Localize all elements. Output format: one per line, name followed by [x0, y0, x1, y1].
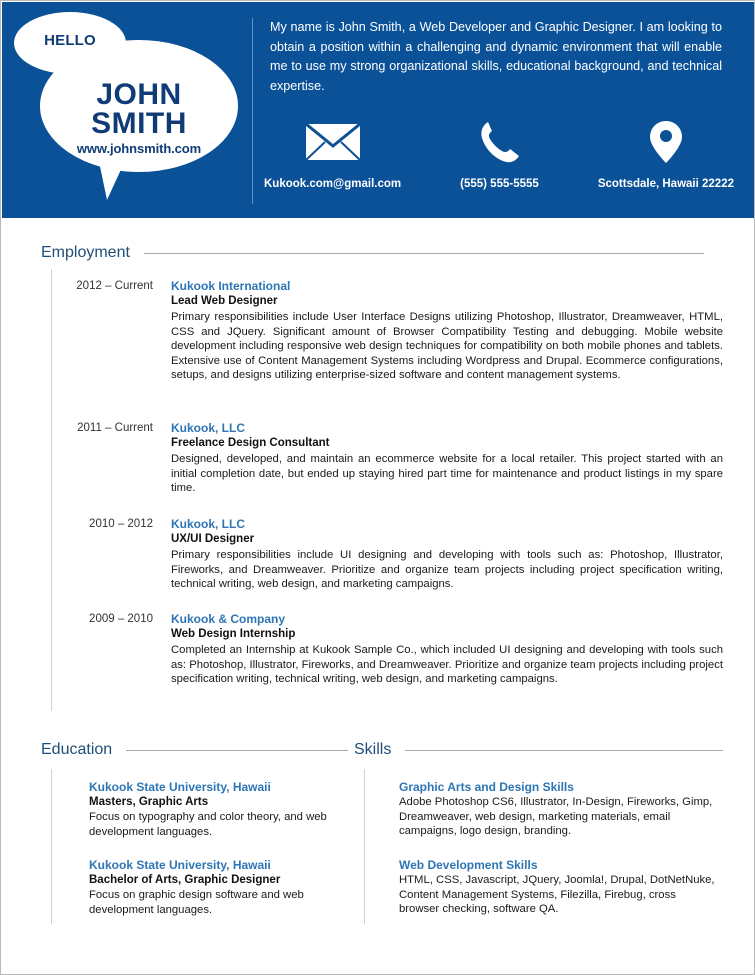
skills-title: Skills [354, 741, 392, 758]
name-bubble-panel [2, 2, 252, 218]
employment-entry [61, 279, 723, 383]
education-timeline-rule [51, 769, 52, 924]
name-bubble-tail-icon [97, 152, 129, 200]
employment-desc: Completed an Internship at Kukook Sample Co., which included UI designing and developing with tools such as: Photoshop, Illustrator, Fireworks, and Dreamweaver. Prioritize and organize team projects including project specification writing, technical writing, web design, and marketing campaigns. [171, 644, 723, 686]
contact-location-label: Scottsdale, Hawaii 22222 [597, 178, 734, 190]
employment-org: Kukook, LLC [171, 517, 245, 531]
employment-date: 2011 – Current [77, 422, 153, 434]
education-entry [89, 779, 339, 839]
education-degree: Bachelor of Arts, Graphic Designer [89, 874, 281, 886]
hello-label: HELLO [44, 32, 96, 49]
education-degree: Masters, Graphic Arts [89, 796, 209, 808]
employment-rule [144, 253, 704, 254]
employment-role: Freelance Design Consultant [171, 437, 330, 449]
skills-category: Graphic Arts and Design Skills [399, 780, 574, 794]
employment-org: Kukook International [171, 279, 291, 293]
intro-paragraph: My name is John Smith, a Web Developer and Graphic Designer. I am looking to obtain a position within a challenging and dynamic environment that will enable me to use my strong organizational skills, educational background, and technical expertise. [270, 20, 722, 93]
skills-desc: HTML, CSS, Javascript, JQuery, Joomla!, Drupal, DotNetNuke, Content Management Systems, Filezilla, Firebug, cross browser checking, software QA. [399, 874, 715, 916]
skills-rule [405, 750, 723, 751]
education-rule [126, 750, 348, 751]
employment-role: Lead Web Designer [171, 295, 278, 307]
skills-entry [399, 779, 719, 839]
education-school: Kukook State University, Hawaii [89, 780, 271, 794]
resume-header [2, 2, 755, 218]
employment-timeline-rule [51, 269, 52, 711]
employment-desc: Primary responsibilities include User Interface Designs utilizing Photoshop, Illustrator, Dreamweaver, HTML, CSS and JQuery. Significant amount of Browser Compatibility Testing and debugging. Mobile website development including responsive web design techniques for compatibility on both mobile phones and tablets. Extensive use of Content Management Systems including Wordpress and Drupal. Ecommerce configurations, setups, and designs utilizing enterprise-sized software and content management systems. [171, 311, 723, 382]
name-block [40, 80, 238, 156]
employment-date: 2012 – Current [76, 280, 153, 292]
education-heading [41, 741, 348, 759]
employment-org: Kukook & Company [171, 612, 286, 626]
employment-date: 2009 – 2010 [89, 613, 153, 625]
education-desc: Focus on typography and color theory, and web development languages. [89, 811, 327, 838]
education-desc: Focus on graphic design software and web development languages. [89, 889, 304, 916]
header-divider [252, 18, 253, 204]
education-school: Kukook State University, Hawaii [89, 858, 271, 872]
employment-org: Kukook, LLC [171, 421, 245, 435]
employment-title: Employment [41, 244, 130, 261]
employment-role: Web Design Internship [171, 628, 296, 640]
employment-body [171, 517, 723, 592]
employment-entry [61, 421, 723, 496]
employment-body [171, 612, 723, 687]
skills-heading [354, 741, 723, 759]
contact-phone-label: (555) 555-5555 [460, 178, 539, 190]
envelope-icon [305, 120, 361, 164]
contact-email[interactable] [264, 120, 401, 190]
contact-row [264, 120, 734, 190]
skills-desc: Adobe Photoshop CS6, Illustrator, In-Design, Fireworks, Gimp, Dreamweaver, web design, marketing materials, email campaigns, logo design, branding. [399, 796, 713, 838]
employment-date: 2010 – 2012 [89, 518, 153, 530]
employment-entry [61, 517, 723, 592]
contact-location[interactable] [598, 120, 734, 190]
phone-icon [476, 120, 522, 164]
skills-timeline-rule [364, 769, 365, 924]
last-name: SMITH [91, 107, 187, 140]
map-pin-icon [649, 120, 683, 164]
skills-category: Web Development Skills [399, 858, 538, 872]
employment-entry [61, 612, 723, 687]
education-entry [89, 857, 339, 917]
employment-role: UX/UI Designer [171, 533, 255, 545]
employment-body [171, 421, 723, 496]
first-name: JOHN [96, 78, 182, 111]
employment-desc: Designed, developed, and maintain an ecommerce website for a local retailer. This project started with an initial completion date, but ended up staying hired part time for maintenance and product listings in my spare time. [171, 453, 723, 495]
skills-entry [399, 857, 719, 917]
education-title: Education [41, 741, 113, 758]
contact-phone[interactable] [460, 120, 539, 190]
employment-desc: Primary responsibilities include UI designing and developing with tools such as: Photoshop, Illustrator, Fireworks, and Dreamweaver. Prioritize and organize team projects including project specification writing, technical writing, web design, and marketing campaigns. [171, 549, 723, 591]
employment-heading [41, 244, 721, 262]
website-label: www.johnsmith.com [76, 141, 202, 156]
employment-body [171, 279, 723, 383]
contact-email-label: Kukook.com@gmail.com [264, 178, 402, 190]
